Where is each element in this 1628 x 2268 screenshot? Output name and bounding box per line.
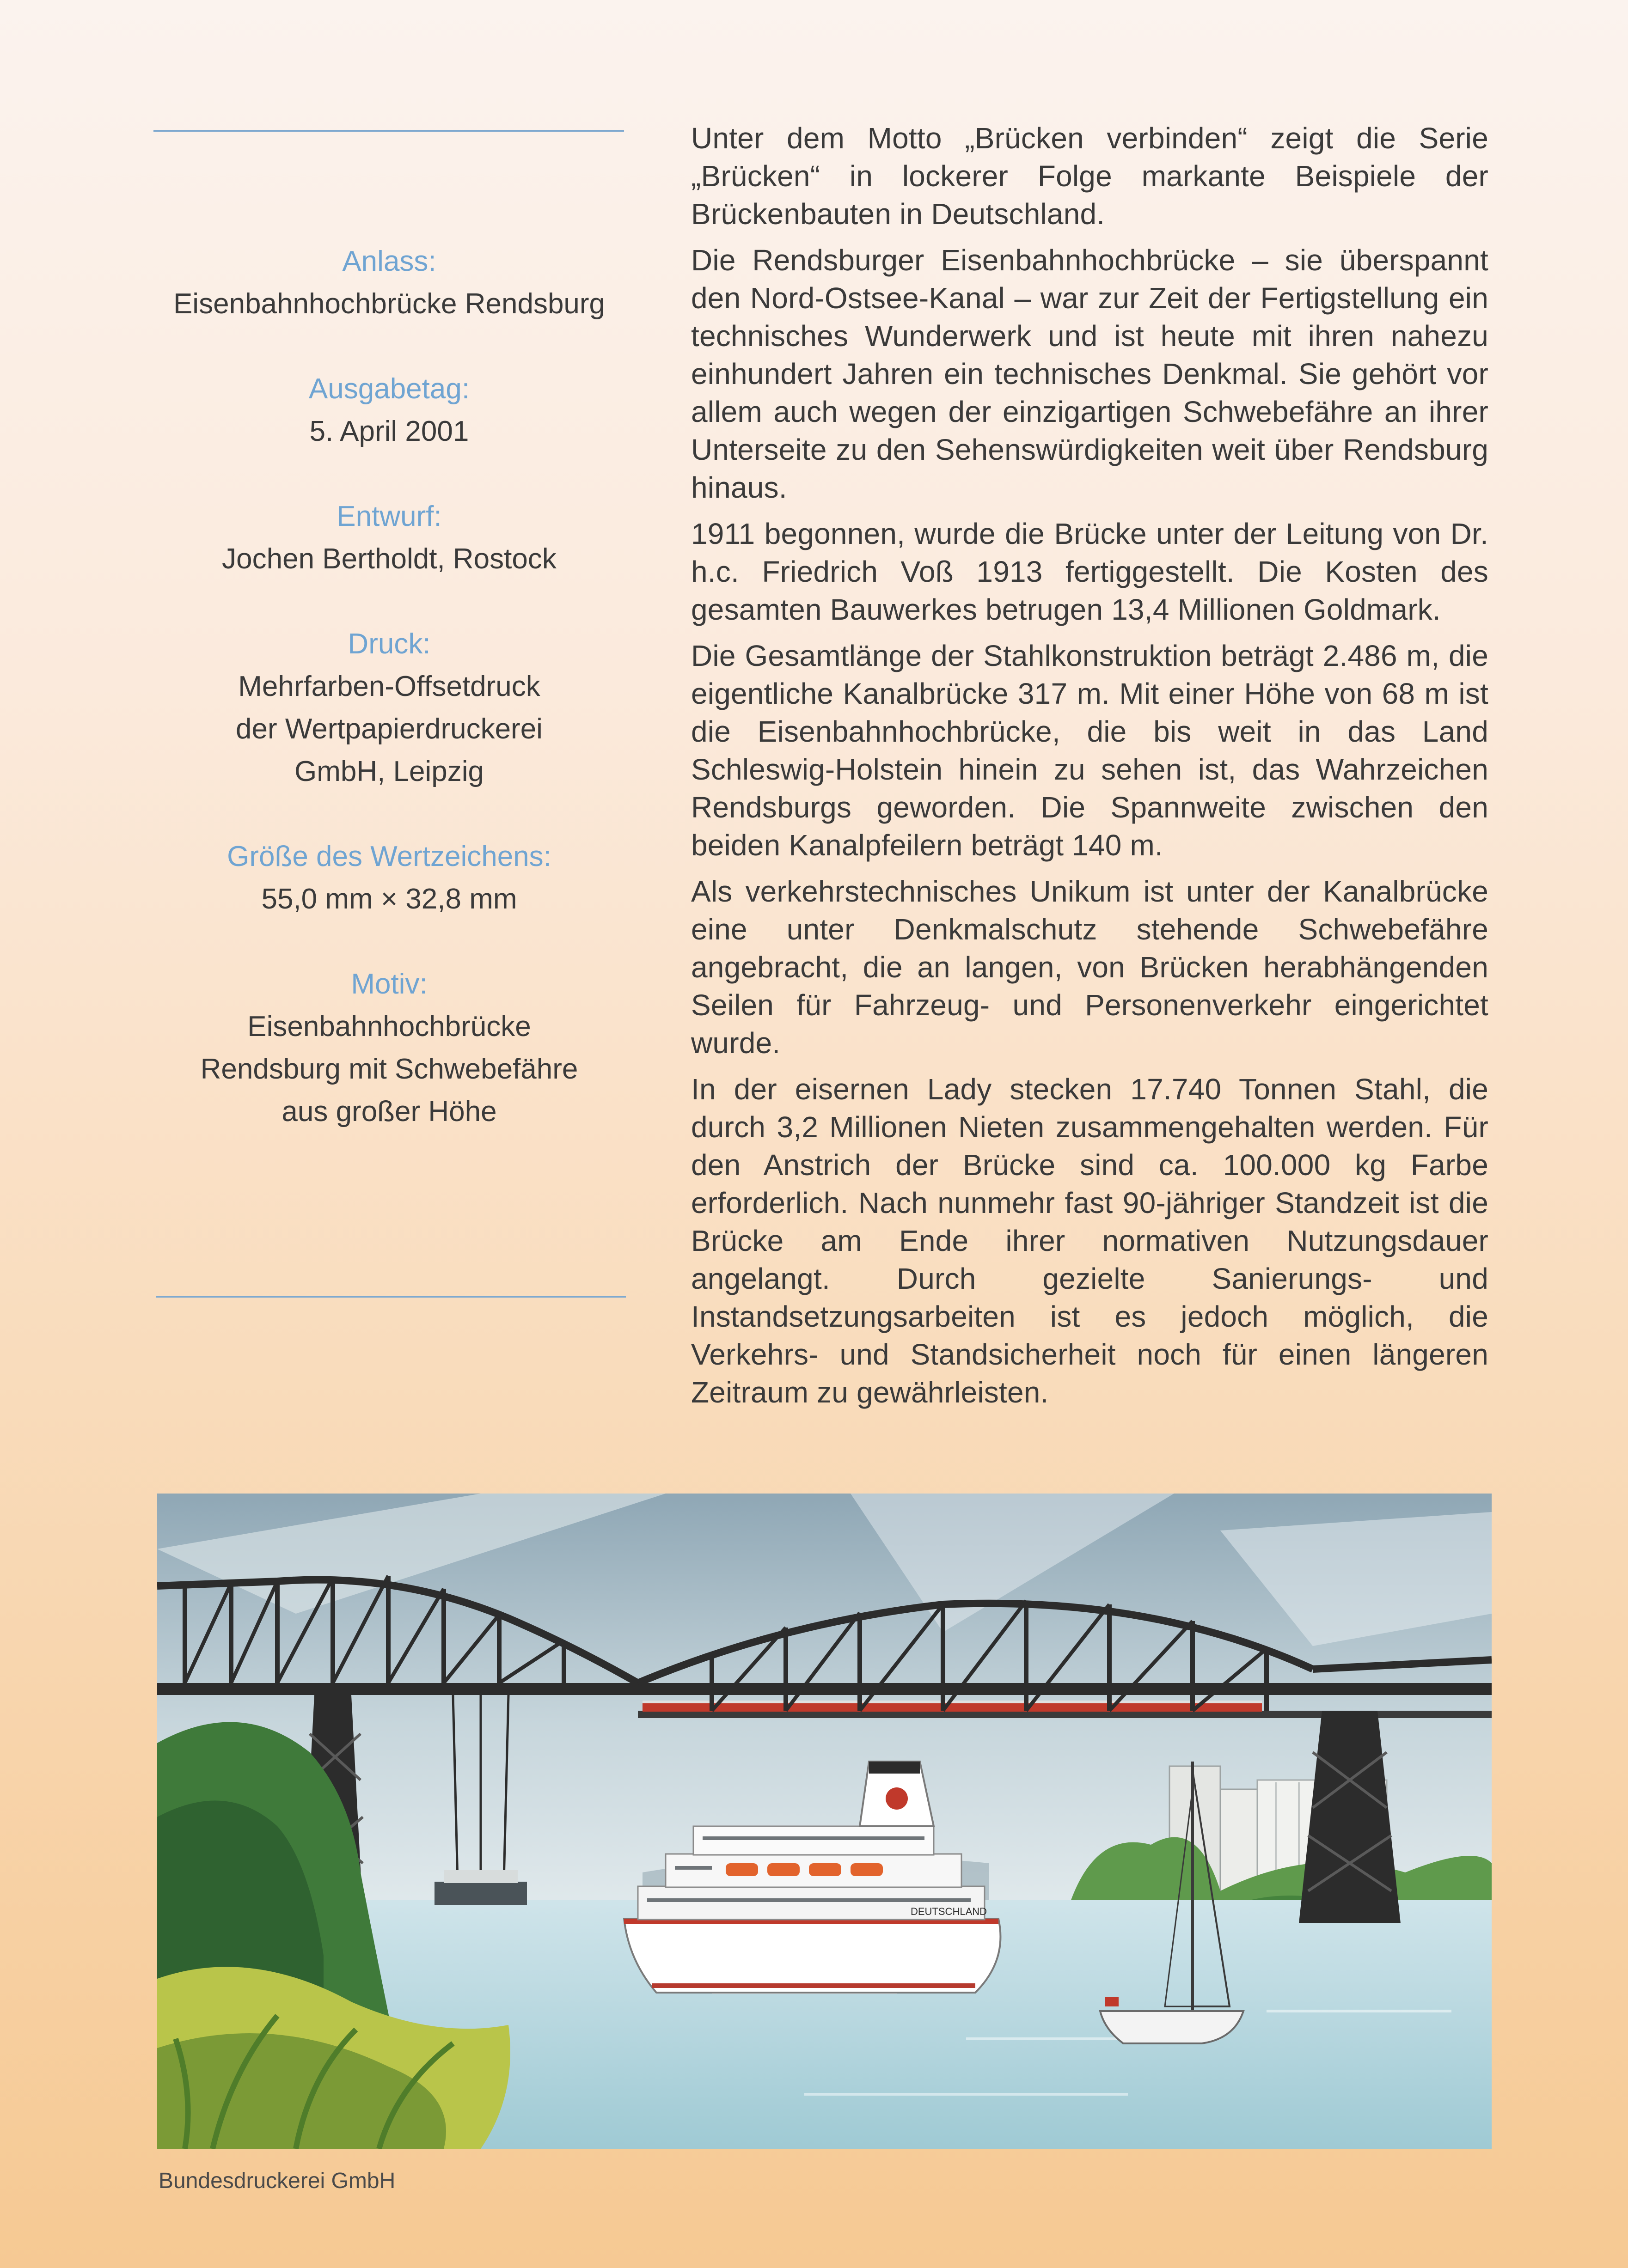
fact-value: Mehrfarben-Offsetdruck der Wertpapierdruckerei GmbH, Leipzig xyxy=(236,671,543,787)
fact-label: Druck: xyxy=(348,628,431,660)
fact-label: Ausgabetag: xyxy=(308,373,470,405)
article-body xyxy=(691,119,1488,1420)
fact-value: 5. April 2001 xyxy=(309,415,469,447)
publisher-credit: Bundesdruckerei GmbH xyxy=(159,2169,396,2193)
fact-label: Entwurf: xyxy=(337,500,442,532)
fact-print xyxy=(153,623,625,793)
stamp-facts xyxy=(153,240,625,1176)
fact-value: Eisenbahnhochbrücke Rendsburg mit Schwebefähre aus großer Höhe xyxy=(200,1011,578,1128)
fact-occasion xyxy=(153,240,625,325)
fact-issue-date xyxy=(153,368,625,453)
paragraph-steel: In der eisernen Lady stecken 17.740 Tonnen Stahl, die durch 3,2 Millionen Nieten zusammengehalten werden. Für den Anstrich der Brücke sind ca. 100.000 kg Farbe erforderlich. Nach nunmehr fast 90-jähriger Standzeit ist die Brücke am Ende ihrer normativen Nutzungsdauer angelangt. Durch gezielte Sanierungs- und Instandsetzungsarbeiten ist es jedoch möglich, die Verkehrs- und Standsicherheit noch für einen längeren Zeitraum zu gewährleisten. xyxy=(691,1073,1488,1409)
bridge-illustration xyxy=(157,1494,1492,2149)
paragraph-construction: 1911 begonnen, wurde die Brücke unter der Leitung von Dr. h.c. Friedrich Voß 1913 fertiggestellt. Die Kosten des gesamten Bauwerkes betrugen 13,4 Millionen Goldmark. xyxy=(691,517,1488,626)
ship-name: DEUTSCHLAND xyxy=(911,1906,987,1917)
paragraph-dimensions: Die Gesamtlänge der Stahlkonstruktion beträgt 2.486 m, die eigentliche Kanalbrücke 317 m. Mit einer Höhe von 68 m ist die Eisenbahnhochbrücke, die bis weit in das Land Schleswig-Holstein hinein zu sehen ist, das Wahrzeichen Rendsburgs geworden. Die Spannweite zwischen den beiden Kanalpfeilern beträgt 140 m. xyxy=(691,639,1488,862)
paragraph-intro: Unter dem Motto „Brücken verbinden“ zeigt die Serie „Brücken“ in lockerer Folge markante Beispiele der Brückenbauten in Deutschland. xyxy=(691,122,1488,231)
fact-motif xyxy=(153,963,625,1133)
fact-label: Anlass: xyxy=(342,245,436,277)
fact-value: 55,0 mm × 32,8 mm xyxy=(261,883,517,915)
fact-value: Jochen Bertholdt, Rostock xyxy=(222,543,557,575)
fact-label: Motiv: xyxy=(351,968,428,1000)
fact-value: Eisenbahnhochbrücke Rendsburg xyxy=(173,288,606,320)
fact-stamp-size xyxy=(153,835,625,921)
top-divider xyxy=(153,130,624,132)
fact-design xyxy=(153,495,625,580)
fact-label: Größe des Wertzeichens: xyxy=(227,841,551,872)
bottom-divider xyxy=(156,1296,626,1298)
paragraph-ferry: Als verkehrstechnisches Unikum ist unter der Kanalbrücke eine unter Denkmalschutz stehende Schwebefähre angebracht, die an langen, von Brücken herabhängenden Seilen für Fahrzeug- und Personenverkehr eingerichtet wurde. xyxy=(691,875,1488,1060)
paragraph-history: Die Rendsburger Eisenbahnhochbrücke – sie überspannt den Nord-Ostsee-Kanal – war zur Zeit der Fertigstellung ein technisches Wunderwerk und ist heute mit ihren nahezu einhundert Jahren ein technisches Denkmal. Sie gehört vor allem auch wegen der einzigartigen Schwebefähre an ihrer Unterseite zu den Sehenswürdigkeiten weit über Rendsburg hinaus. xyxy=(691,244,1488,504)
